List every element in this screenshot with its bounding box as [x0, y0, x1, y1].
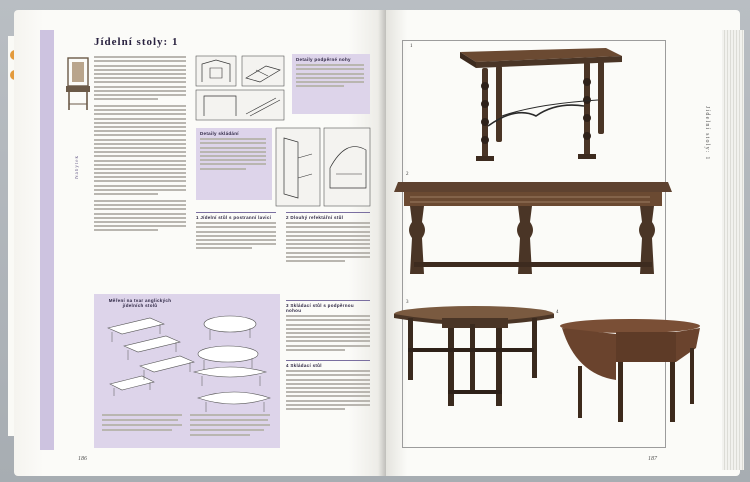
- right-page-number: 187: [648, 456, 657, 462]
- folding-top-diagram: [276, 128, 372, 206]
- leg-details-title: Detaily podpěrné nohy: [296, 57, 351, 62]
- left-page: [14, 10, 386, 476]
- table-shapes-illustration: [94, 294, 280, 448]
- page-heading: Jídelní stoly: 1: [94, 36, 179, 48]
- divider: [286, 212, 370, 213]
- caption-2-title: 2 Dlouhý refektářní stůl: [286, 215, 344, 220]
- tabletop-details-text: [200, 138, 266, 169]
- tabletop-details-title: Detaily skládání: [200, 131, 239, 136]
- lilac-margin-bar: [40, 30, 54, 450]
- caption-1: [196, 215, 276, 252]
- body-text-column: [94, 54, 186, 234]
- leg-details-text: [296, 64, 364, 87]
- table-shapes-title: Měření na tvar anglických jídelních stolů: [108, 298, 172, 308]
- gateleg-table-photo: [392, 304, 558, 412]
- caption-3-title: 3 Skládací stůl s podpěrnou nohou: [286, 303, 354, 313]
- page-stack-edge: [722, 30, 744, 470]
- caption-4: [286, 363, 370, 412]
- running-head: Jídelní stoly: 1: [704, 106, 710, 161]
- leg-details-box: [292, 54, 370, 114]
- refectory-table-photo: [390, 178, 676, 284]
- chair-thumbnail-icon: [64, 56, 92, 112]
- caption-2: [286, 215, 370, 264]
- leg-joint-diagram: [196, 56, 286, 120]
- trestle-table-photo: [456, 46, 626, 170]
- table-shapes-diagram-box: [94, 294, 280, 448]
- figure-number-3: 3: [406, 300, 409, 305]
- caption-3: [286, 303, 370, 353]
- open-book: [8, 10, 744, 476]
- figure-number-2: 2: [406, 172, 409, 177]
- side-label: Nábytek: [75, 155, 80, 179]
- divider: [286, 300, 370, 301]
- dropleaf-table-photo: [556, 318, 706, 426]
- divider: [196, 212, 276, 213]
- caption-1-title: 1 Jídelní stůl s postranní lavicí: [196, 215, 272, 220]
- divider: [286, 360, 370, 361]
- figure-number-1: 1: [410, 44, 413, 49]
- right-page: [386, 10, 740, 476]
- caption-4-title: 4 Skládací stůl: [286, 363, 322, 368]
- tabletop-details-box: [196, 128, 272, 200]
- figure-number-4: 4: [556, 310, 559, 315]
- left-page-number: 186: [78, 456, 87, 462]
